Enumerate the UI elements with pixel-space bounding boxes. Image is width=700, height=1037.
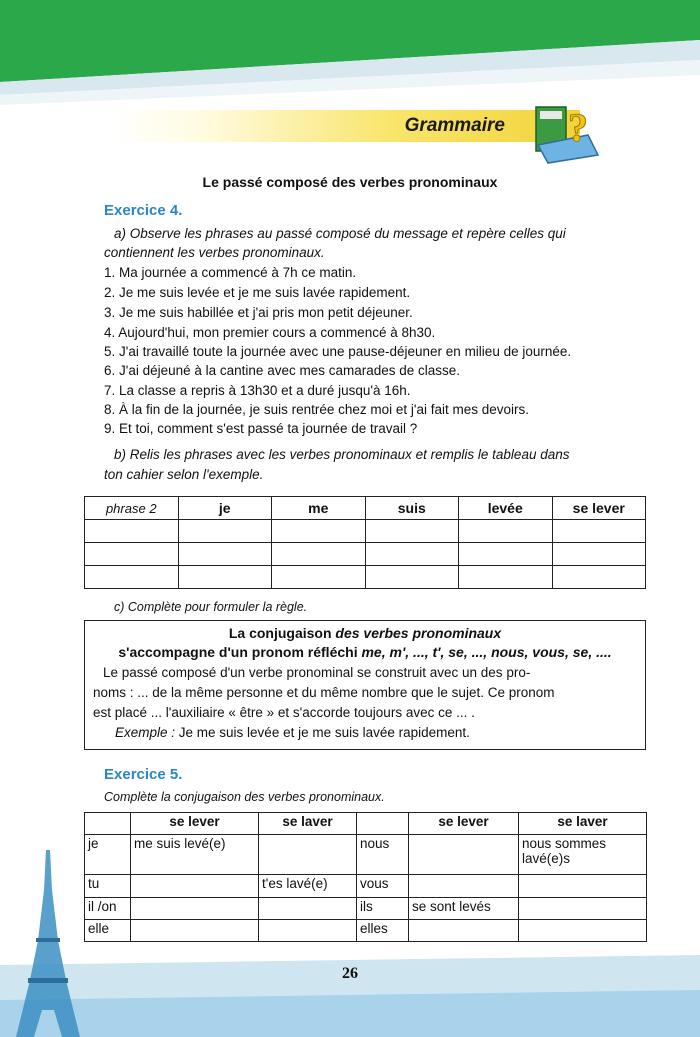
table-cell bbox=[519, 919, 647, 941]
table-cell bbox=[552, 520, 646, 543]
ex4-sentence: 6. J'ai déjeuné à la cantine avec mes camarades de classe. bbox=[104, 363, 461, 378]
table-cell bbox=[259, 919, 357, 941]
rule-example bbox=[85, 725, 645, 740]
table-cell bbox=[272, 566, 366, 589]
table-cell bbox=[259, 897, 357, 919]
table-cell bbox=[365, 566, 459, 589]
ex4-instruction-c: c) Complète pour formuler la règle. bbox=[114, 600, 308, 614]
table-cell bbox=[519, 897, 647, 919]
rule-line2 bbox=[85, 644, 645, 660]
ex4-instruction-a-line2: contiennent les verbes pronominaux. bbox=[104, 245, 325, 260]
example-label: Exemple : bbox=[115, 725, 176, 740]
top-decor-band bbox=[0, 0, 700, 110]
table-header-cell bbox=[85, 813, 131, 835]
ex4-sentence: 9. Et toi, comment s'est passé ta journée de travail ? bbox=[104, 421, 418, 436]
table-cell bbox=[272, 520, 366, 543]
rule-title-italic: des verbes pronominaux bbox=[335, 625, 502, 641]
lesson-title: Le passé composé des verbes pronominaux bbox=[202, 174, 498, 190]
rule-line2-prefix: s'accompagne d'un pronom réfléchi bbox=[118, 644, 362, 660]
bottom-decor-band bbox=[0, 930, 700, 1037]
table-cell: se sont levés bbox=[409, 897, 519, 919]
rule-body-line: Le passé composé d'un verbe pronominal se construit avec un des pro- bbox=[103, 665, 531, 680]
table-header-row bbox=[85, 813, 647, 835]
table-cell bbox=[409, 919, 519, 941]
table-row bbox=[85, 543, 646, 566]
table-cell bbox=[131, 875, 259, 897]
section-title: Grammaire bbox=[404, 115, 505, 136]
grammar-rule-box bbox=[84, 620, 646, 750]
eiffel-tower-icon bbox=[8, 850, 88, 1037]
ex5-instruction: Complète la conjugaison des verbes pronominaux. bbox=[104, 790, 385, 804]
table-header-cell: me bbox=[272, 497, 366, 520]
page-number: 26 bbox=[342, 965, 358, 982]
table-cell bbox=[85, 543, 179, 566]
ex5-conjugation-table bbox=[84, 812, 647, 942]
table-header-row bbox=[85, 497, 646, 520]
table-cell bbox=[552, 566, 646, 589]
table-cell: t'es lavé(e) bbox=[259, 875, 357, 897]
table-cell: tu bbox=[85, 875, 131, 897]
exercise-4-title: Exercice 4. bbox=[104, 202, 183, 219]
example-text: Je me suis levée et je me suis lavée rapidement. bbox=[175, 725, 470, 740]
table-cell: nous bbox=[357, 835, 409, 875]
table-cell bbox=[178, 543, 272, 566]
rule-title-prefix: La conjugaison bbox=[228, 625, 336, 641]
table-cell: nous sommes lavé(e)s bbox=[519, 835, 647, 875]
table-row bbox=[85, 835, 647, 875]
table-cell: ils bbox=[357, 897, 409, 919]
table-cell bbox=[272, 543, 366, 566]
table-row bbox=[85, 566, 646, 589]
ex4-sentence: 8. À la fin de la journée, je suis rentrée chez moi et j'ai fait mes devoirs. bbox=[104, 402, 530, 417]
table-cell bbox=[178, 520, 272, 543]
rule-body-line: est placé ... l'auxiliaire « être » et s'accorde toujours avec ce ... . bbox=[93, 705, 475, 720]
table-cell bbox=[85, 566, 179, 589]
ex4-instruction-b-line1: b) Relis les phrases avec les verbes pronominaux et remplis le tableau dans bbox=[114, 447, 570, 462]
svg-text:?: ? bbox=[568, 105, 588, 150]
table-cell bbox=[178, 566, 272, 589]
table-row bbox=[85, 875, 647, 897]
exercise-5-title: Exercice 5. bbox=[104, 766, 183, 783]
rule-pronouns: me, m', ..., t', se, ..., nous, vous, se, .... bbox=[361, 644, 612, 660]
table-cell bbox=[409, 835, 519, 875]
table-header-cell: se laver bbox=[519, 813, 647, 835]
table-cell bbox=[365, 520, 459, 543]
table-header-cell: se lever bbox=[552, 497, 646, 520]
ex4-sentence: 3. Je me suis habillée et j'ai pris mon petit déjeuner. bbox=[104, 305, 413, 320]
table-header-cell: je bbox=[178, 497, 272, 520]
table-header-cell: phrase 2 bbox=[85, 497, 179, 520]
grammar-banner bbox=[110, 110, 580, 142]
table-cell bbox=[365, 543, 459, 566]
ex4-instruction-b-line2: ton cahier selon l'exemple. bbox=[104, 467, 264, 482]
table-cell: il /on bbox=[85, 897, 131, 919]
ex4-sentence: 4. Aujourd'hui, mon premier cours a commencé à 8h30. bbox=[104, 325, 436, 340]
ex4-sentence: 5. J'ai travaillé toute la journée avec une pause-déjeuner en milieu de journée. bbox=[104, 344, 572, 359]
table-cell bbox=[552, 543, 646, 566]
table-row bbox=[85, 520, 646, 543]
table-header-cell: se lever bbox=[409, 813, 519, 835]
table-header-cell: se lever bbox=[131, 813, 259, 835]
table-cell: elles bbox=[357, 919, 409, 941]
table-header-cell: se laver bbox=[259, 813, 357, 835]
ex4-instruction-a-line1: a) Observe les phrases au passé composé du message et repère celles qui bbox=[114, 226, 566, 241]
book-question-icon bbox=[528, 95, 608, 165]
rule-title bbox=[85, 625, 645, 641]
table-cell bbox=[131, 919, 259, 941]
table-cell bbox=[459, 543, 553, 566]
table-cell: je bbox=[85, 835, 131, 875]
table-row bbox=[85, 919, 647, 941]
table-cell bbox=[85, 520, 179, 543]
ex4-sentence: 7. La classe a repris à 13h30 et a duré jusqu'à 16h. bbox=[104, 383, 411, 398]
ex4-sentence: 1. Ma journée a commencé à 7h ce matin. bbox=[104, 265, 357, 280]
table-cell bbox=[131, 897, 259, 919]
table-cell bbox=[519, 875, 647, 897]
rule-body-line: noms : ... de la même personne et du même nombre que le sujet. Ce pronom bbox=[93, 685, 555, 700]
table-cell bbox=[459, 520, 553, 543]
table-cell bbox=[459, 566, 553, 589]
ex4-sentence: 2. Je me suis levée et je me suis lavée rapidement. bbox=[104, 285, 411, 300]
table-cell bbox=[409, 875, 519, 897]
table-cell: vous bbox=[357, 875, 409, 897]
table-header-cell: levée bbox=[459, 497, 553, 520]
table-cell: elle bbox=[85, 919, 131, 941]
table-cell: me suis levé(e) bbox=[131, 835, 259, 875]
ex4-answer-table bbox=[84, 496, 646, 589]
table-cell bbox=[259, 835, 357, 875]
table-row bbox=[85, 897, 647, 919]
table-header-cell: suis bbox=[365, 497, 459, 520]
table-header-cell bbox=[357, 813, 409, 835]
